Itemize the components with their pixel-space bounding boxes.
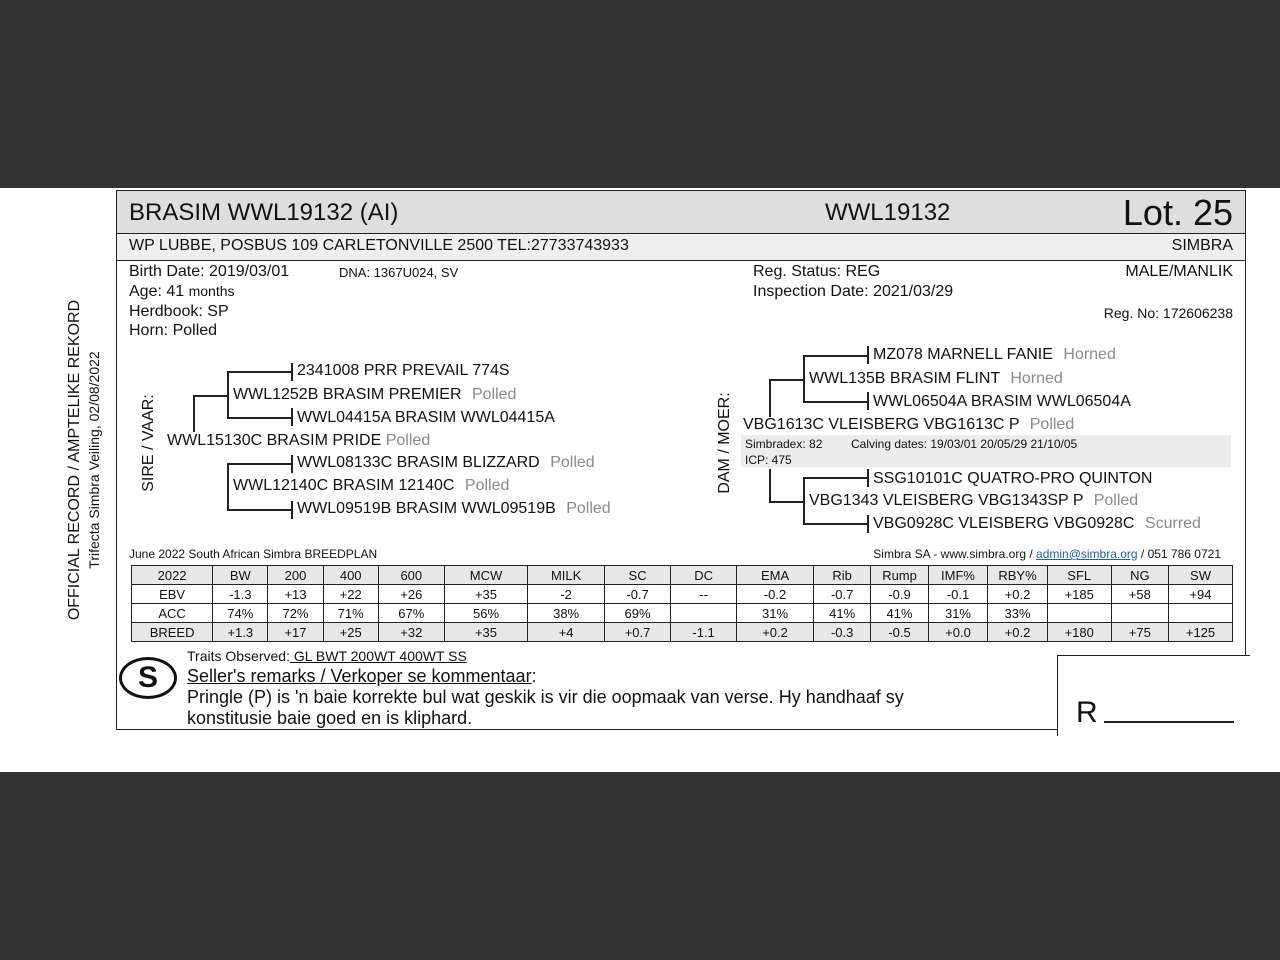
table-header-row [132, 566, 1233, 585]
acc-cell: 31% [737, 604, 814, 623]
sire-name: WWL15130C BRASIM PRIDE [167, 432, 382, 449]
owner-details: WP LUBBE, POSBUS 109 CARLETONVILLE 2500 TEL:27733743933 [129, 237, 629, 254]
sire-dam-horn: Polled [464, 477, 510, 494]
auction-date-label: Trifecta Simbra Veiling, 02/08/2022 [86, 351, 102, 569]
sire-dam-dam-name: WWL09519B BRASIM WWL09519B [297, 500, 556, 517]
price-input-line[interactable] [1104, 721, 1234, 723]
acc-cell: ACC [132, 604, 213, 623]
contact-line [873, 547, 1221, 561]
calving-dates: Calving dates: 19/03/01 20/05/29 21/10/05 [851, 437, 1078, 451]
phone: / 051 786 0721 [1137, 547, 1221, 561]
breed-label: SIMBRA [1171, 237, 1233, 254]
dam-label: DAM / MOER: [716, 392, 733, 494]
ebv-cell: -2 [528, 585, 605, 604]
breedplan-table [131, 565, 1233, 642]
breed-cell: +25 [323, 623, 378, 642]
age-value: Age: 41 [129, 283, 185, 300]
document-page [0, 188, 1280, 772]
dam-sire-sire [873, 346, 1116, 364]
table-header-cell: Rib [813, 566, 870, 585]
dam-horn: Polled [1029, 416, 1075, 433]
age-unit: months [188, 283, 235, 299]
breedplan-caption: June 2022 South African Simbra BREEDPLAN [129, 547, 378, 561]
acc-cell: 69% [605, 604, 671, 623]
ebv-cell: +35 [444, 585, 527, 604]
reg-number: Reg. No: 172606238 [1103, 305, 1233, 321]
acc-cell [671, 604, 737, 623]
table-header-cell: DC [671, 566, 737, 585]
birth-date: Birth Date: 2019/03/01 [129, 263, 290, 280]
sire-label: SIRE / VAAR: [140, 394, 157, 492]
dna: DNA: 1367U024, SV [339, 265, 459, 280]
dam-dam-name: VBG1343 VLEISBERG VBG1343SP P [809, 492, 1084, 509]
traits-list: GL BWT 200WT 400WT SS [289, 648, 467, 664]
table-header-cell: MCW [444, 566, 527, 585]
dam-sire-dam: WWL06504A BRASIM WWL06504A [873, 393, 1131, 410]
ebv-cell: +13 [268, 585, 323, 604]
sire-horn: Polled [385, 432, 431, 449]
table-header-cell: EMA [737, 566, 814, 585]
breed-cell: +32 [378, 623, 444, 642]
breed-cell: -0.5 [871, 623, 928, 642]
acc-cell [1169, 604, 1233, 623]
sire-sire-sire: 2341008 PRR PREVAIL 774S [297, 362, 510, 379]
sire-dam-name: WWL12140C BRASIM 12140C [233, 477, 455, 494]
ebv-cell: -0.7 [813, 585, 870, 604]
ebv-cell: EBV [132, 585, 213, 604]
icp: ICP: 475 [745, 453, 792, 467]
remarks-title: Seller's remarks / Verkoper se kommentaar [187, 666, 532, 686]
acc-cell: 67% [378, 604, 444, 623]
acc-cell: 74% [213, 604, 268, 623]
sire-dam-sire [297, 454, 595, 472]
age [129, 283, 235, 301]
breed-cell: -1.1 [671, 623, 737, 642]
breed-cell: +180 [1047, 623, 1111, 642]
ebv-cell: +22 [323, 585, 378, 604]
acc-cell: 38% [528, 604, 605, 623]
breed-cell: +0.7 [605, 623, 671, 642]
acc-row [132, 604, 1233, 623]
dam-dam-horn: Polled [1093, 492, 1139, 509]
sire-dam-dam [297, 500, 611, 518]
dam-sire [809, 370, 1063, 388]
ebv-cell: -0.2 [737, 585, 814, 604]
breed-cell: -0.3 [813, 623, 870, 642]
dam-sire-sire-name: MZ078 MARNELL FANIE [873, 346, 1053, 363]
ebv-cell: -- [671, 585, 737, 604]
acc-cell: 56% [444, 604, 527, 623]
ebv-cell: -0.7 [605, 585, 671, 604]
remarks-colon: : [531, 666, 537, 686]
traits-label: Traits Observed: [187, 648, 290, 664]
sire [167, 432, 430, 450]
animal-name: BRASIM WWL19132 (AI) [129, 199, 399, 226]
breed-cell: +4 [528, 623, 605, 642]
breed-cell: +35 [444, 623, 527, 642]
horn-status: Horn: Polled [129, 322, 218, 339]
table-header-cell: 600 [378, 566, 444, 585]
lot-number: Lot. 25 [1122, 192, 1233, 233]
logo-letter: S [137, 661, 158, 694]
table-header-cell: RBY% [988, 566, 1048, 585]
table-header-cell: MILK [528, 566, 605, 585]
ebv-cell: +0.2 [988, 585, 1048, 604]
table-header-cell: 2022 [132, 566, 213, 585]
dam-dam-dam-name: VBG0928C VLEISBERG VBG0928C [873, 515, 1135, 532]
sire-sire-dam: WWL04415A BRASIM WWL04415A [297, 409, 555, 426]
sire-dam-sire-name: WWL08133C BRASIM BLIZZARD [297, 454, 540, 471]
acc-cell [1111, 604, 1168, 623]
ebv-cell: +58 [1111, 585, 1168, 604]
table-header-cell: 400 [323, 566, 378, 585]
ebv-cell: +185 [1047, 585, 1111, 604]
table-header-cell: 200 [268, 566, 323, 585]
ebv-cell: +26 [378, 585, 444, 604]
breed-cell: +17 [268, 623, 323, 642]
ebv-cell: -1.3 [213, 585, 268, 604]
breed-cell: +0.2 [988, 623, 1048, 642]
sex: MALE/MANLIK [1125, 263, 1233, 280]
acc-cell: 33% [988, 604, 1048, 623]
sire-dam-sire-horn: Polled [550, 454, 595, 471]
table-header-cell: SW [1169, 566, 1233, 585]
website: Simbra SA - www.simbra.org / [873, 547, 1037, 561]
remarks-line-1: Pringle (P) is 'n baie korrekte bul wat geskik is vir die oopmaak van verse. Hy handhaaf sy [187, 687, 904, 707]
reg-status: Reg. Status: REG [753, 263, 881, 280]
dam-sire-horn: Horned [1010, 370, 1063, 387]
dam-name: VBG1613C VLEISBERG VBG1613C P [743, 416, 1020, 433]
animal-id: WWL19132 [825, 199, 951, 226]
sire-sire-name: WWL1252B BRASIM PREMIER [233, 386, 462, 403]
herdbook: Herdbook: SP [129, 303, 229, 320]
dam-dam-dam [873, 515, 1201, 533]
lot-card [116, 190, 1246, 730]
official-record-label: OFFICIAL RECORD / AMPTELIKE REKORD [66, 299, 83, 621]
sire-dam [233, 477, 509, 495]
acc-cell [1047, 604, 1111, 623]
acc-cell: 72% [268, 604, 323, 623]
ebv-cell: -0.1 [928, 585, 988, 604]
ebv-cell: -0.9 [871, 585, 928, 604]
table-header-cell: SFL [1047, 566, 1111, 585]
acc-cell: 41% [871, 604, 928, 623]
breed-cell: BREED [132, 623, 213, 642]
price-label: R [1076, 696, 1098, 729]
breed-cell: +0.2 [737, 623, 814, 642]
traits-observed [187, 648, 467, 664]
table-header-cell: IMF% [928, 566, 988, 585]
sire-sire-horn: Polled [471, 386, 517, 403]
table-header-cell: Rump [871, 566, 928, 585]
ebv-row [132, 585, 1233, 604]
acc-cell: 71% [323, 604, 378, 623]
sire-dam-dam-horn: Polled [566, 500, 611, 517]
inspection-date: Inspection Date: 2021/03/29 [753, 283, 954, 300]
remarks-line-2: konstitusie baie goed en is kliphard. [187, 708, 473, 728]
breed-cell: +0.0 [928, 623, 988, 642]
dam-dam [809, 492, 1138, 510]
simbra-logo [119, 657, 177, 699]
table-header-cell: SC [605, 566, 671, 585]
ebv-cell: +94 [1169, 585, 1233, 604]
breed-cell: +125 [1169, 623, 1233, 642]
table-header-cell: BW [213, 566, 268, 585]
email-link[interactable]: admin@simbra.org [1036, 547, 1138, 561]
simbradex: Simbradex: 82 [745, 437, 823, 451]
dam-sire-name: WWL135B BRASIM FLINT [809, 370, 1000, 387]
dam-dam-dam-horn: Scurred [1144, 515, 1201, 532]
dam-sire-sire-horn: Horned [1063, 346, 1116, 363]
remarks-heading [187, 666, 537, 687]
table-header-cell: NG [1111, 566, 1168, 585]
breed-avg-row [132, 623, 1233, 642]
breed-cell: +1.3 [213, 623, 268, 642]
sire-sire [233, 386, 516, 404]
dam [743, 416, 1074, 434]
acc-cell: 41% [813, 604, 870, 623]
dam-dam-sire: SSG10101C QUATRO-PRO QUINTON [873, 470, 1153, 487]
acc-cell: 31% [928, 604, 988, 623]
breed-cell: +75 [1111, 623, 1168, 642]
